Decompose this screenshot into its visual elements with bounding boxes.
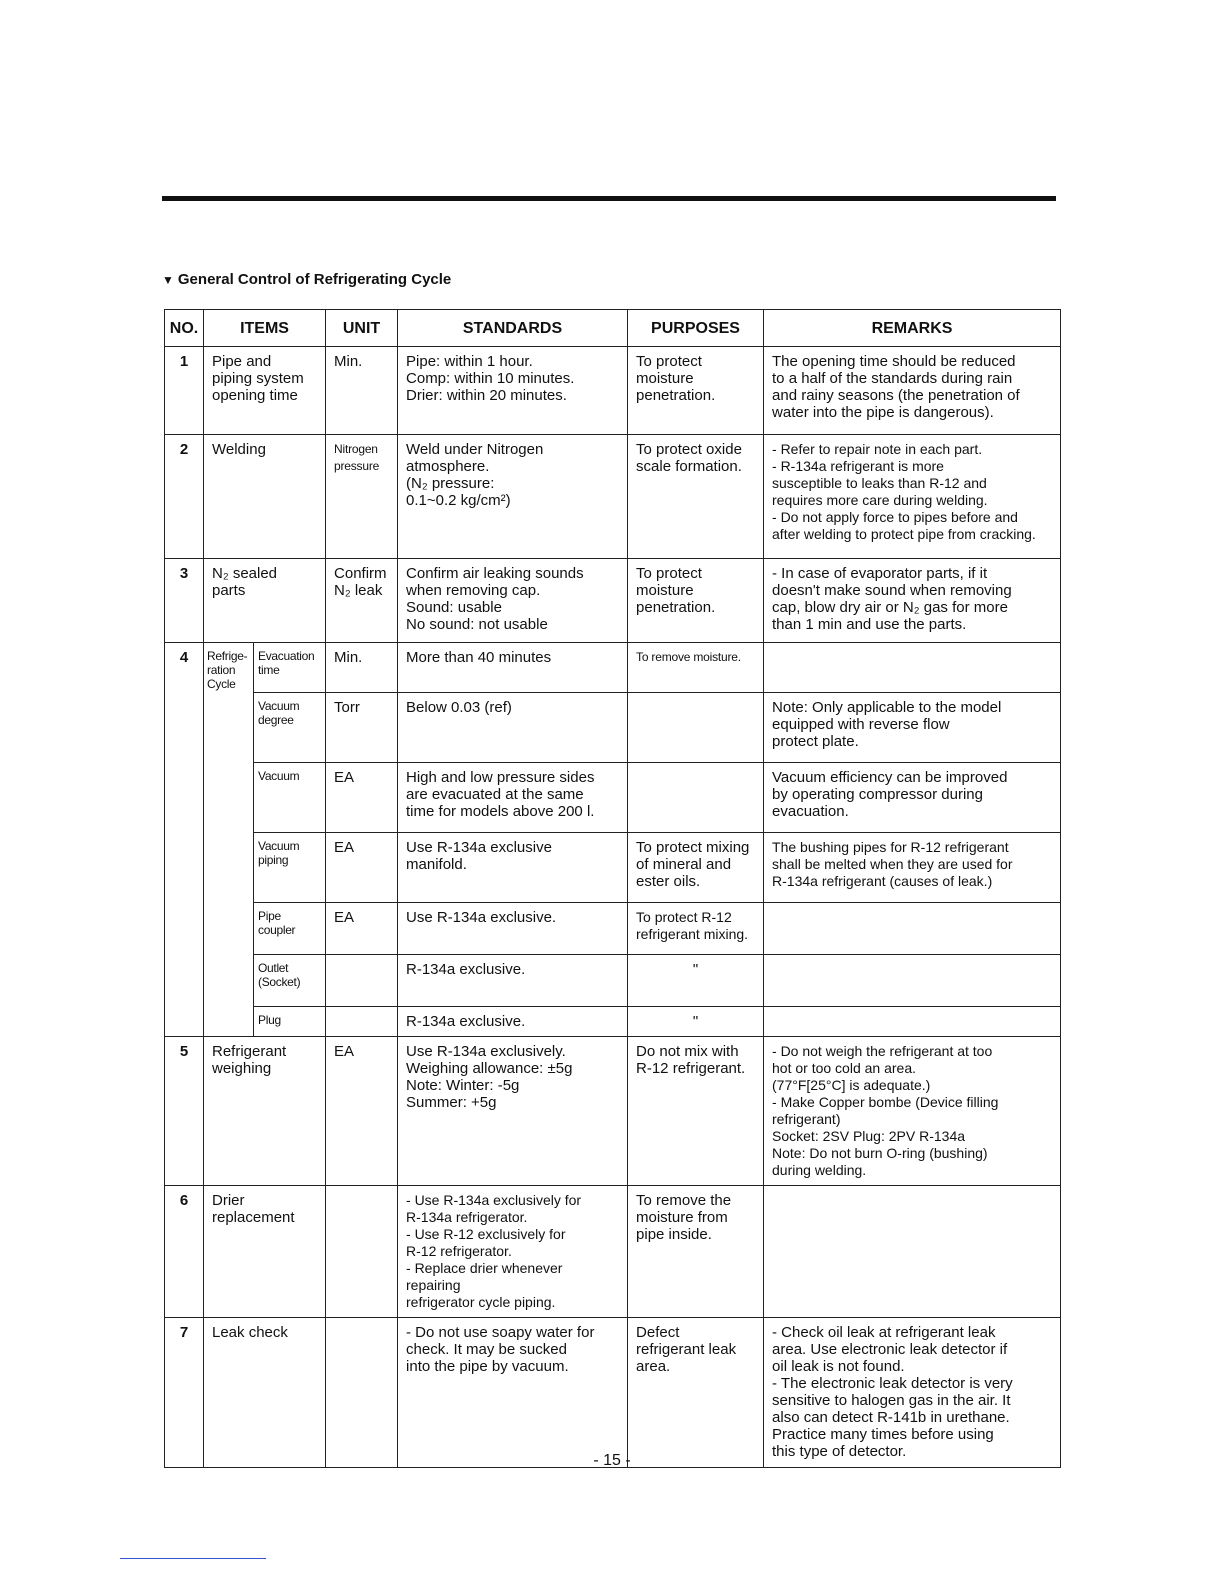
table-row: [165, 955, 1061, 1007]
item-cell: Leak check: [204, 1318, 326, 1468]
table-row: [165, 1007, 1061, 1037]
remarks-cell: Vacuum efficiency can be improved by operating compressor during evacuation.: [764, 763, 1061, 833]
remarks-cell: Note: Only applicable to the model equipped with reverse flow protect plate.: [764, 693, 1061, 763]
standards-cell: Pipe: within 1 hour. Comp: within 10 minutes. Drier: within 20 minutes.: [398, 347, 628, 435]
unit-cell: EA: [326, 833, 398, 903]
unit-cell: [326, 1318, 398, 1468]
table-row: [165, 559, 1061, 643]
remarks-cell: - Check oil leak at refrigerant leak area. Use electronic leak detector if oil leak is not found. - The electronic leak detector is very sensitive to halogen gas in the air. It also can detect R-141b in urethane. Practice many times before using this type of detector.: [764, 1318, 1061, 1468]
sub-item-cell: Plug: [254, 1007, 326, 1037]
purposes-cell: To protect R-12 refrigerant mixing.: [628, 903, 764, 955]
remarks-cell: [764, 1007, 1061, 1037]
purposes-cell: To remove the moisture from pipe inside.: [628, 1186, 764, 1318]
ditto-mark: ": [628, 1007, 764, 1037]
item-cell: Welding: [204, 435, 326, 559]
remarks-cell: [764, 955, 1061, 1007]
page-number: - 15 -: [593, 1452, 631, 1469]
row-number: 7: [165, 1318, 204, 1468]
table-row: [165, 763, 1061, 833]
table-row: [165, 1037, 1061, 1186]
unit-cell: EA: [326, 763, 398, 833]
header-row: [165, 310, 1061, 347]
group-label-refrigeration-cycle: Refrige- ration Cycle: [204, 643, 254, 1037]
table-row: [165, 903, 1061, 955]
row-number: 4: [165, 643, 204, 1037]
standards-cell: R-134a exclusive.: [398, 955, 628, 1007]
unit-cell: Min.: [326, 347, 398, 435]
purposes-cell: [628, 763, 764, 833]
table-row: [165, 435, 1061, 559]
item-cell: N₂ sealed parts: [204, 559, 326, 643]
standards-cell: Confirm air leaking sounds when removing cap. Sound: usable No sound: not usable: [398, 559, 628, 643]
item-cell: Pipe and piping system opening time: [204, 347, 326, 435]
sub-item-cell: Pipe coupler: [254, 903, 326, 955]
header-remarks: REMARKS: [764, 310, 1061, 347]
standards-cell: - Use R-134a exclusively for R-134a refrigerator. - Use R-12 exclusively for R-12 refrigerator. - Replace drier whenever repairing refrigerator cycle piping.: [398, 1186, 628, 1318]
standards-cell: Below 0.03 (ref): [398, 693, 628, 763]
unit-cell: EA: [326, 1037, 398, 1186]
row-number: 1: [165, 347, 204, 435]
table-row: [165, 693, 1061, 763]
remarks-cell: The opening time should be reduced to a half of the standards during rain and rainy seasons (the penetration of water into the pipe is dangerous).: [764, 347, 1061, 435]
standards-cell: Use R-134a exclusive manifold.: [398, 833, 628, 903]
ditto-mark: ": [628, 955, 764, 1007]
purposes-cell: To protect moisture penetration.: [628, 347, 764, 435]
remarks-cell: [764, 903, 1061, 955]
section-title: [162, 271, 451, 288]
sub-item-cell: Outlet (Socket): [254, 955, 326, 1007]
row-number: 6: [165, 1186, 204, 1318]
unit-cell: [326, 1007, 398, 1037]
purposes-cell: To protect oxide scale formation.: [628, 435, 764, 559]
footnote-rule: [120, 1558, 266, 1559]
sub-item-cell: Vacuum degree: [254, 693, 326, 763]
purposes-cell: To remove moisture.: [628, 643, 764, 693]
unit-cell: Min.: [326, 643, 398, 693]
header-standards: STANDARDS: [398, 310, 628, 347]
standards-cell: Use R-134a exclusively. Weighing allowance: ±5g Note: Winter: -5g Summer: +5g: [398, 1037, 628, 1186]
purposes-cell: To protect moisture penetration.: [628, 559, 764, 643]
purposes-cell: Do not mix with R-12 refrigerant.: [628, 1037, 764, 1186]
refrigerating-cycle-table-wrap: [164, 309, 1060, 1468]
item-cell: Refrigerant weighing: [204, 1037, 326, 1186]
standards-cell: Use R-134a exclusive.: [398, 903, 628, 955]
table-row: [165, 833, 1061, 903]
header-no: NO.: [165, 310, 204, 347]
top-rule: [162, 196, 1056, 201]
standards-cell: More than 40 minutes: [398, 643, 628, 693]
sub-item-cell: Evacuation time: [254, 643, 326, 693]
purposes-cell: Defect refrigerant leak area.: [628, 1318, 764, 1468]
item-cell: Drier replacement: [204, 1186, 326, 1318]
unit-cell: [326, 955, 398, 1007]
remarks-cell: The bushing pipes for R-12 refrigerant shall be melted when they are used for R-134a refrigerant (causes of leak.): [764, 833, 1061, 903]
standards-cell: Weld under Nitrogen atmosphere. (N₂ pressure: 0.1~0.2 kg/cm²): [398, 435, 628, 559]
remarks-cell: - Refer to repair note in each part. - R-134a refrigerant is more susceptible to leaks than R-12 and requires more care during welding. - Do not apply force to pipes before and after welding to protect pipe from cracking.: [764, 435, 1061, 559]
unit-cell: EA: [326, 903, 398, 955]
purposes-cell: To protect mixing of mineral and ester oils.: [628, 833, 764, 903]
down-triangle-icon: ▼: [162, 273, 174, 287]
remarks-cell: [764, 643, 1061, 693]
remarks-cell: [764, 1186, 1061, 1318]
row-number: 5: [165, 1037, 204, 1186]
header-purposes: PURPOSES: [628, 310, 764, 347]
unit-cell: Nitrogen pressure: [326, 435, 398, 559]
standards-cell: R-134a exclusive.: [398, 1007, 628, 1037]
row-number: 3: [165, 559, 204, 643]
sub-item-cell: Vacuum: [254, 763, 326, 833]
unit-cell: Confirm N₂ leak: [326, 559, 398, 643]
standards-cell: High and low pressure sides are evacuated at the same time for models above 200 l.: [398, 763, 628, 833]
standards-cell: - Do not use soapy water for check. It may be sucked into the pipe by vacuum.: [398, 1318, 628, 1468]
header-items: ITEMS: [204, 310, 326, 347]
unit-cell: [326, 1186, 398, 1318]
table-row: [165, 347, 1061, 435]
header-unit: UNIT: [326, 310, 398, 347]
table-row: [165, 1186, 1061, 1318]
section-title-text: General Control of Refrigerating Cycle: [177, 271, 452, 288]
remarks-cell: - In case of evaporator parts, if it doesn't make sound when removing cap, blow dry air or N₂ gas for more than 1 min and use the parts.: [764, 559, 1061, 643]
table-row: [165, 643, 1061, 693]
unit-cell: Torr: [326, 693, 398, 763]
remarks-cell: - Do not weigh the refrigerant at too hot or too cold an area. (77°F[25°C] is adequate.) - Make Copper bombe (Device filling refrigerant) Socket: 2SV Plug: 2PV R-134a Note: Do not burn O-ring (bushing) during welding.: [764, 1037, 1061, 1186]
refrigerating-cycle-table: [164, 309, 1061, 1468]
purposes-cell: [628, 693, 764, 763]
sub-item-cell: Vacuum piping: [254, 833, 326, 903]
table-row: [165, 1318, 1061, 1468]
row-number: 2: [165, 435, 204, 559]
